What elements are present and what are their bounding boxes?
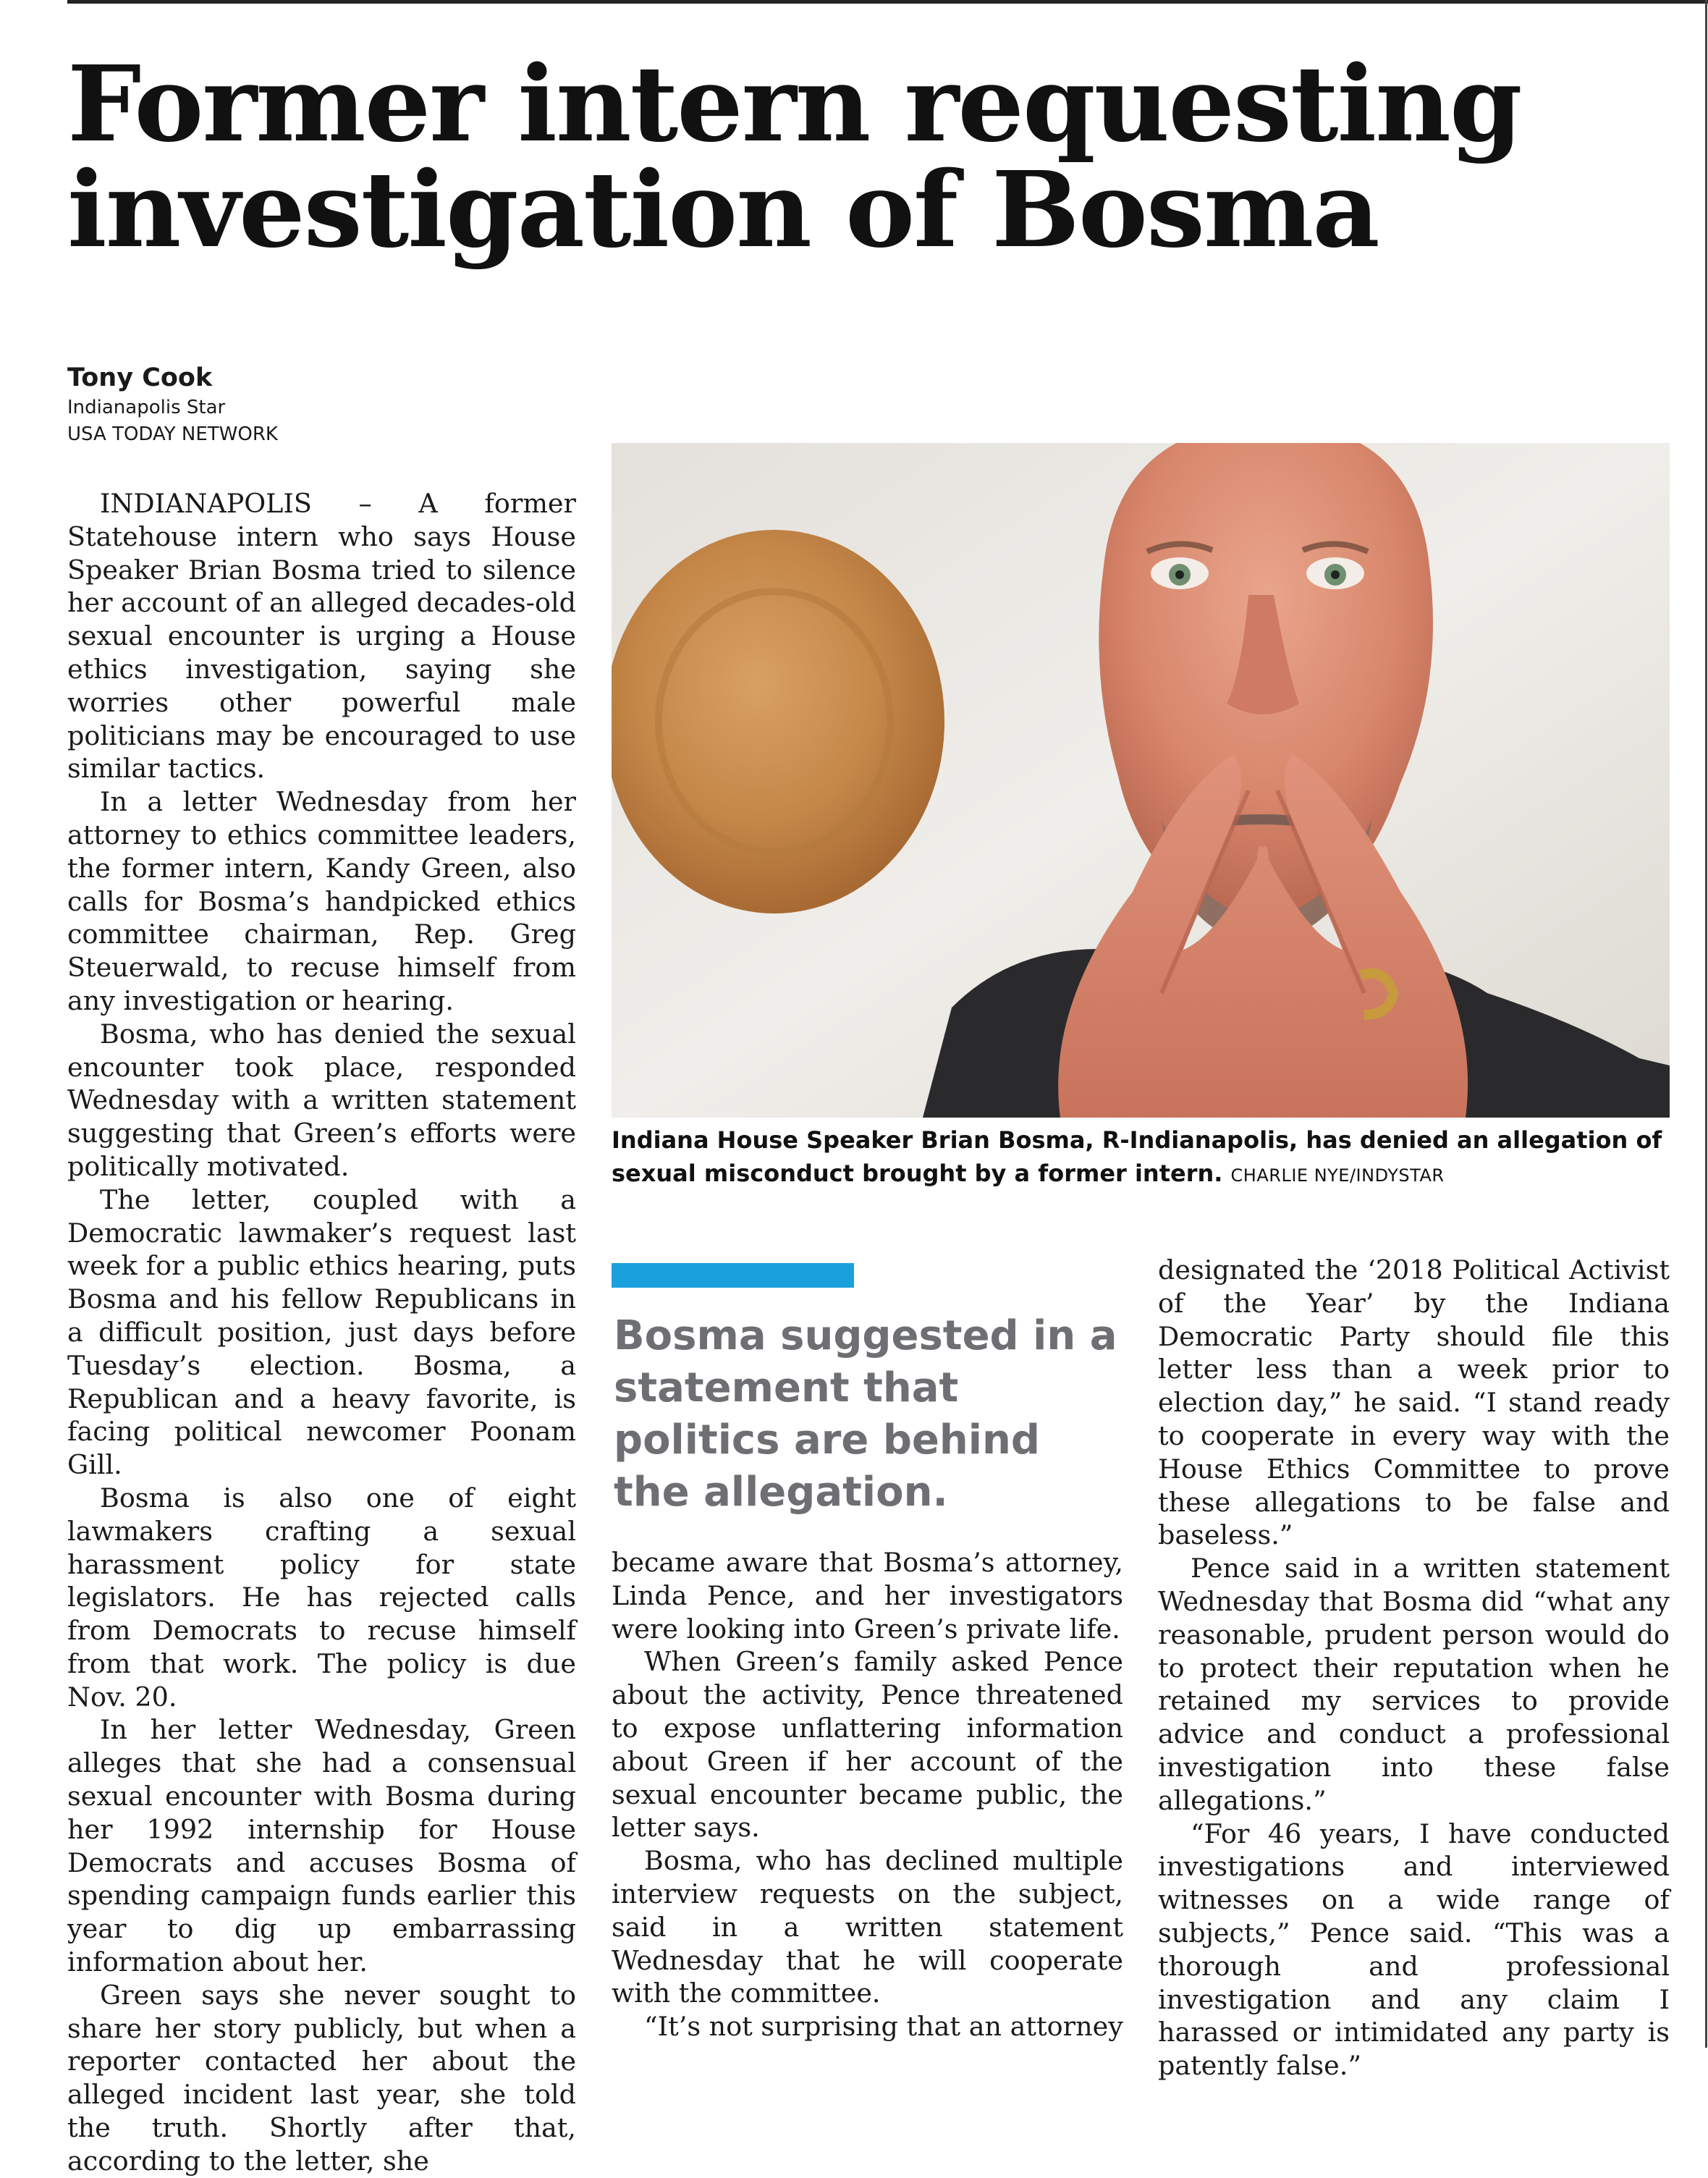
- article-paragraph: Green says she never sought to share her story publicly, but when a reporter contacted her about the alleged incident last year, she told the truth. Shortly after that, according to the letter, she: [67, 1979, 576, 2177]
- headline-line-2: investigation of Bosma: [67, 148, 1379, 271]
- byline-publication: Indianapolis Star: [67, 397, 226, 418]
- article-column-2: [612, 1546, 1123, 2043]
- photo-credit: CHARLIE NYE/INDYSTAR: [1230, 1165, 1445, 1186]
- article-paragraph: became aware that Bosma’s attorney, Linda Pence, and her investigators were looking into Green’s private life.: [612, 1547, 1123, 1645]
- article-paragraph: Bosma is also one of eight lawmakers crafting a sexual harassment policy for state legislators. He has rejected calls from Democrats to recuse himself from that work. The policy is due Nov. 20.: [67, 1482, 576, 1713]
- article-column-1: [67, 487, 576, 2178]
- article-paragraph: designated the ‘2018 Political Activist of the Year’ by the Indiana Democratic Party should file this letter less than a week prior to election day,” he said. “I stand ready to cooperate in every way with the House Ethics Committee to prove these allegations to be false and baseless.”: [1158, 1254, 1670, 1551]
- article-paragraph: In a letter Wednesday from her attorney to ethics committee leaders, the former intern, Kandy Green, also calls for Bosma’s handpicked ethics committee chairman, Rep. Greg Steuerwald, to recuse himself from any investigation or hearing.: [67, 786, 576, 1016]
- article-paragraph: Bosma, who has declined multiple interview requests on the subject, said in a written statement Wednesday that he will cooperate with the committee.: [612, 1845, 1123, 2009]
- article-paragraph: “For 46 years, I have conducted investigations and interviewed witnesses on a wide range of subjects,” Pence said. “This was a thorough and professional investigation and any claim I harassed or intimidated any party is patently false.”: [1158, 1818, 1670, 2082]
- article-paragraph: Pence said in a written statement Wednesday that Bosma did “what any reasonable, prudent person would do to protect their reputation when he retained my services to provide advice and conduct a professional investigation into these false allegations.”: [1158, 1553, 1670, 1816]
- article-column-3: [1158, 1254, 1670, 2082]
- photo-bosma-image: [612, 443, 1670, 1118]
- article-paragraph: When Green’s family asked Pence about the activity, Pence threatened to expose unflattering information about Green if her account of the sexual encounter became public, the letter says.: [612, 1646, 1123, 1844]
- article-paragraph: The letter, coupled with a Democratic lawmaker’s request last week for a public ethics hearing, puts Bosma and his fellow Republicans in a difficult position, just days before Tuesday’s election. Bosma, a Republican and a heavy favorite, is facing political newcomer Poonam Gill.: [67, 1183, 576, 1481]
- article-paragraph: In her letter Wednesday, Green alleges that she had a consensual sexual encounter with Bosma during her 1992 internship for House Democrats and accuses Bosma of spending campaign funds earlier this year to dig up embarrassing information about her.: [67, 1714, 576, 1978]
- pull-quote: Bosma suggested in a statement that politics are behind the allegation.: [614, 1312, 1117, 1516]
- pull-quote-accent-bar: [612, 1263, 854, 1288]
- article-paragraph: INDIANAPOLIS – A former Statehouse intern who says House Speaker Brian Bosma tried to silence her account of an alleged decades-old sexual encounter is urging a House ethics investigation, saying she worries other powerful male politicians may be encouraged to use similar tactics.: [67, 488, 576, 785]
- byline-network: USA TODAY NETWORK: [67, 423, 278, 445]
- photo-caption-text: Indiana House Speaker Brian Bosma, R-Indianapolis, has denied an allegation of sexual misconduct brought by a former intern.: [612, 1126, 1662, 1187]
- article-paragraph: “It’s not surprising that an attorney: [644, 2011, 1123, 2043]
- article-paragraph: Bosma, who has denied the sexual encounter took place, responded Wednesday with a written statement suggesting that Green’s efforts were politically motivated.: [67, 1018, 576, 1182]
- headline-line-1: Former intern requesting: [67, 43, 1521, 165]
- column-rule: [1705, 0, 1707, 2048]
- top-rule: [67, 0, 1708, 4]
- photo-caption: [612, 1123, 1670, 1192]
- headline: [67, 43, 1674, 271]
- article-photo: [612, 443, 1670, 1118]
- byline-author: Tony Cook: [67, 363, 213, 392]
